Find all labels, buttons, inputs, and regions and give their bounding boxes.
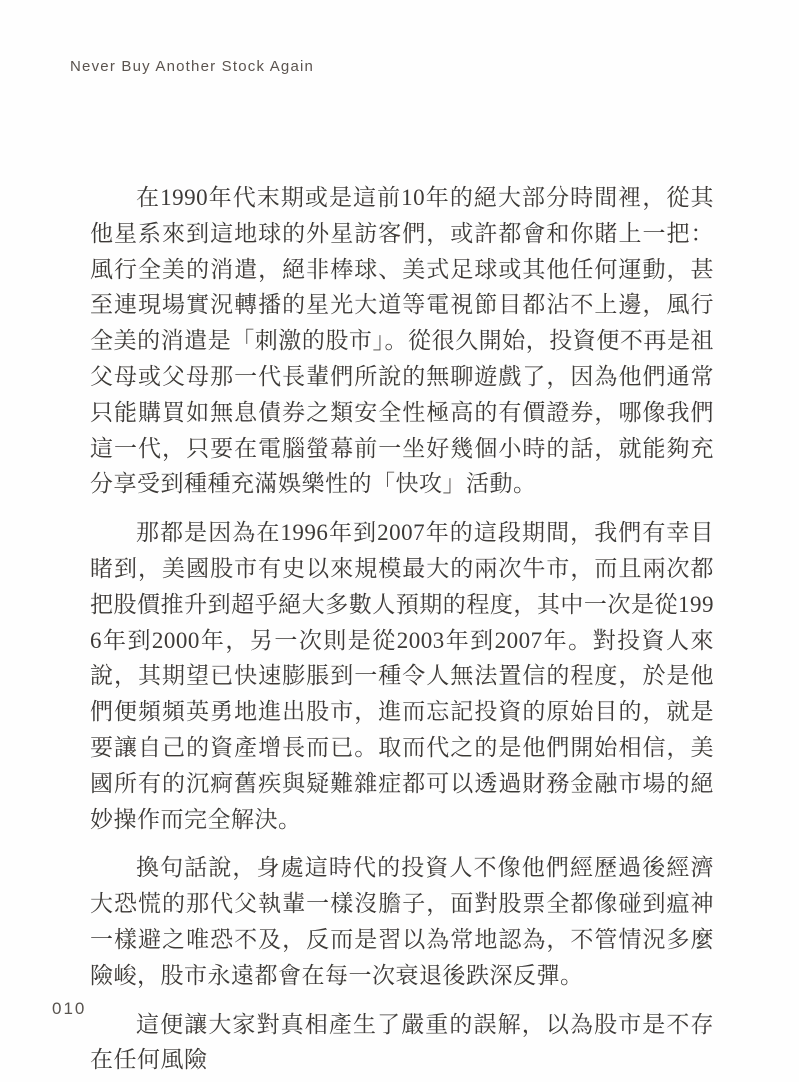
paragraph-3: 換句話說，身處這時代的投資人不像他們經歷過後經濟大恐慌的那代父執輩一樣沒膽子，面對股票全都像碰到瘟神一樣避之唯恐不及，反而是習以為常地認為，不管情況多麼險峻，股市永遠都會在每一次衰退後跌深反彈。: [90, 855, 714, 988]
paragraph-2: 那都是因為在1996年到2007年的這段期間，我們有幸目睹到，美國股市有史以來規模最大的兩次牛市，而且兩次都把股價推升到超乎絕大多數人預期的程度，其中一次是從1996年到2000年，另一次則是從2003年到2007年。對投資人來說，其期望已快速膨脹到一種令人無法置信的程度，於是他們便頻頻英勇地進出股市，進而忘記投資的原始目的，就是要讓自己的資產增長而已。取而代之的是他們開始相信，美國所有的沉痾舊疾與疑難雜症都可以透過財務金融市場的絕妙操作而完全解決。: [90, 520, 714, 832]
body-text: [90, 180, 714, 1082]
paragraph-4: 這便讓大家對真相產生了嚴重的誤解，以為股市是不存在任何風險: [90, 1011, 714, 1073]
paragraph-1: 在1990年代末期或是這前10年的絕大部分時間裡，從其他星系來到這地球的外星訪客們，或許都會和你賭上一把：風行全美的消遣，絕非棒球、美式足球或其他任何運動，甚至連現場實況轉播的星光大道等電視節目都沾不上邊，風行全美的消遣是「刺激的股市」。從很久開始，投資便不再是祖父母或父母那一代長輩們所說的無聊遊戲了，因為他們通常只能購買如無息債券之類安全性極高的有價證券，哪像我們這一代，只要在電腦螢幕前一坐好幾個小時的話，就能夠充分享受到種種充滿娛樂性的「快攻」活動。: [90, 185, 714, 497]
page-number: 010: [52, 999, 87, 1018]
running-header: Never Buy Another Stock Again: [70, 58, 315, 75]
